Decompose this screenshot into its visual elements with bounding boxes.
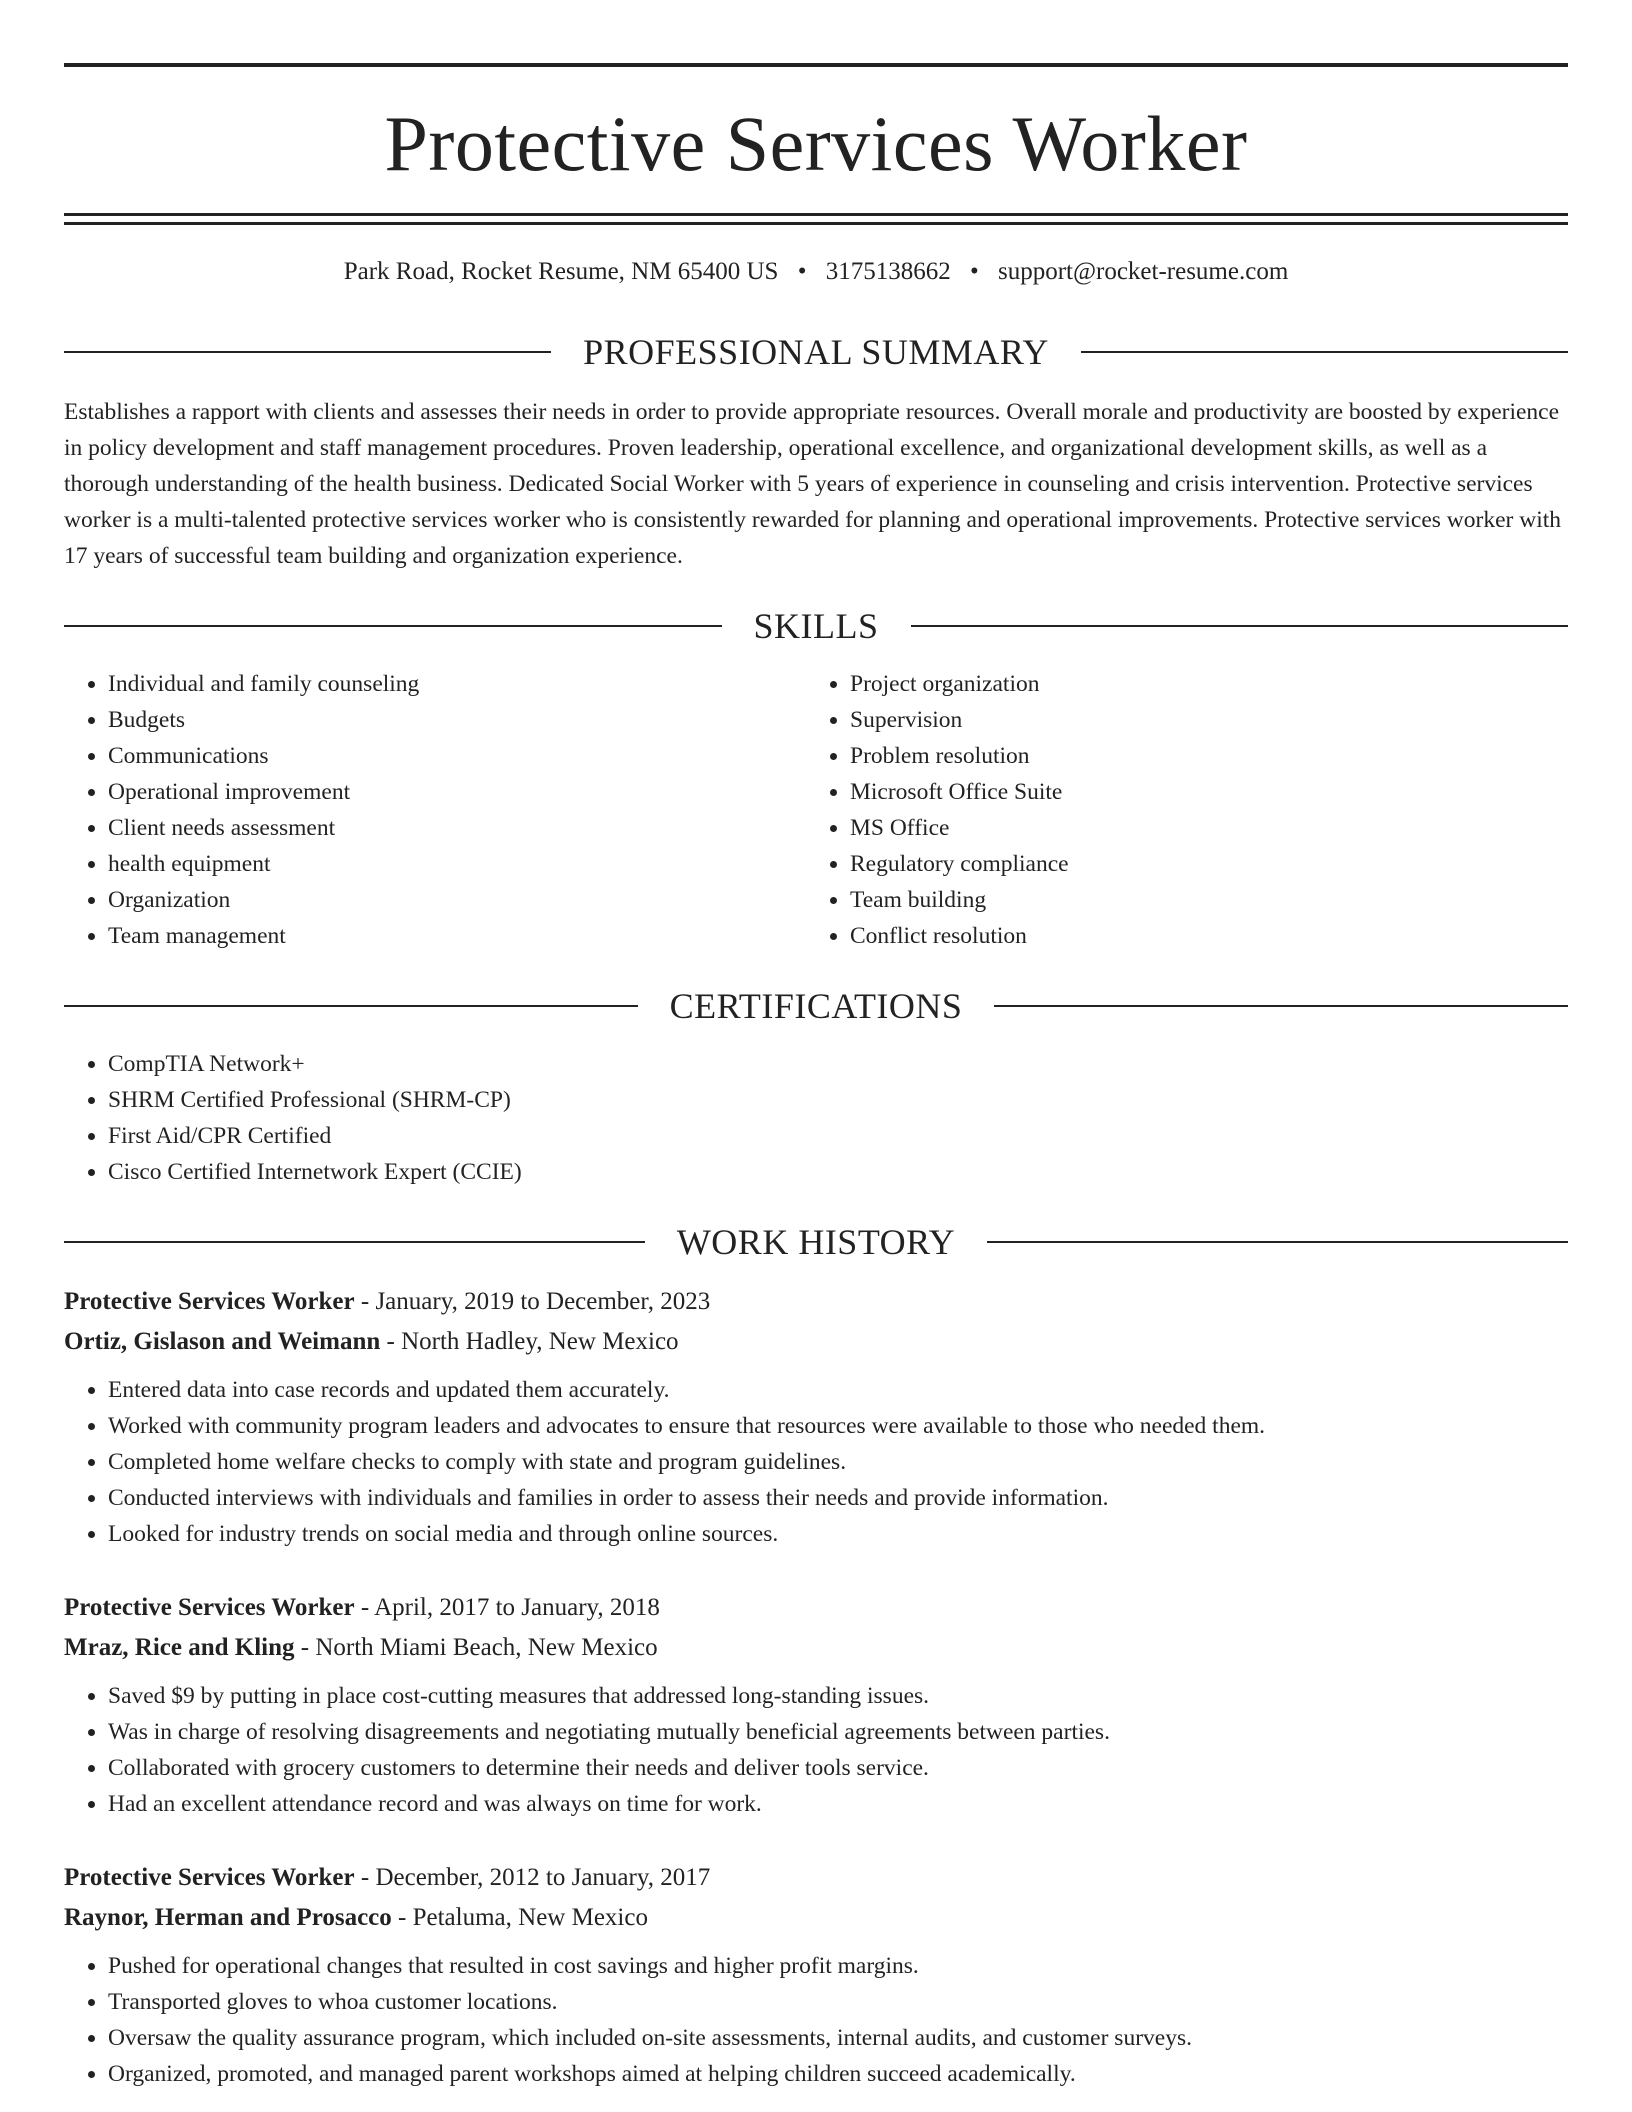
skills-list (64, 666, 1568, 954)
job-duty: • Completed home welfare checks to comply with state and program guidelines. (108, 1444, 1568, 1480)
divider (64, 351, 551, 353)
job-duties (64, 1948, 1568, 2092)
skill-item: • Organization (108, 882, 806, 918)
contact-separator: • (969, 258, 979, 285)
divider (987, 1241, 1568, 1243)
job-dates: - December, 2012 to January, 2017 (354, 1864, 711, 1891)
section-title: WORK HISTORY (676, 1222, 956, 1262)
section-title: CERTIFICATIONS (669, 986, 963, 1026)
job-company: Ortiz, Gislason and Weimann (64, 1328, 381, 1355)
skill-item: • Conflict resolution (850, 918, 1548, 954)
section-header-work-history (64, 1224, 1568, 1260)
certification-item: • CompTIA Network+ (108, 1046, 1568, 1082)
skill-item: • MS Office (850, 810, 1548, 846)
job-company-line (64, 1628, 1568, 1668)
job-title-line (64, 1858, 1568, 1898)
job-duty: • Transported gloves to whoa customer locations. (108, 1984, 1568, 2020)
resume-page (64, 63, 1568, 2092)
job-duty: • Worked with community program leaders and advocates to ensure that resources were available to those who needed them. (108, 1408, 1568, 1444)
job-company: Raynor, Herman and Prosacco (64, 1904, 392, 1931)
job-location: - North Miami Beach, New Mexico (294, 1634, 658, 1661)
job-company-line (64, 1898, 1568, 1938)
job-title-line (64, 1282, 1568, 1322)
certification-item: • First Aid/CPR Certified (108, 1118, 1568, 1154)
job-duty: • Entered data into case records and updated them accurately. (108, 1372, 1568, 1408)
skill-item: • Microsoft Office Suite (850, 774, 1548, 810)
divider (64, 625, 722, 627)
job-entry (64, 1858, 1568, 2092)
job-duty: • Saved $9 by putting in place cost-cutting measures that addressed long-standing issues. (108, 1678, 1568, 1714)
job-duty: • Was in charge of resolving disagreements and negotiating mutually beneficial agreements between parties. (108, 1714, 1568, 1750)
divider (1081, 351, 1568, 353)
section-header-summary (64, 334, 1568, 370)
job-location: - Petaluma, New Mexico (391, 1904, 648, 1931)
skill-item: • Project organization (850, 666, 1548, 702)
job-duties (64, 1678, 1568, 1822)
job-location: - North Hadley, New Mexico (380, 1328, 679, 1355)
job-duty: • Conducted interviews with individuals and families in order to assess their needs and provide information. (108, 1480, 1568, 1516)
job-title: Protective Services Worker (64, 1594, 355, 1621)
skills-column-left (64, 666, 806, 954)
certification-item: • Cisco Certified Internetwork Expert (CCIE) (108, 1154, 1568, 1190)
skill-item: • Individual and family counseling (108, 666, 806, 702)
skill-item: • health equipment (108, 846, 806, 882)
divider (64, 1241, 645, 1243)
skill-item: • Communications (108, 738, 806, 774)
skill-item: • Client needs assessment (108, 810, 806, 846)
header-double-rule (64, 213, 1568, 225)
skill-item: • Team management (108, 918, 806, 954)
divider (64, 1005, 638, 1007)
skill-item: • Operational improvement (108, 774, 806, 810)
section-title: PROFESSIONAL SUMMARY (583, 332, 1049, 372)
job-duty: • Oversaw the quality assurance program, which included on-site assessments, internal audits, and customer surveys. (108, 2020, 1568, 2056)
contact-email: support@rocket-resume.com (997, 258, 1289, 285)
job-duty: • Organized, promoted, and managed parent workshops aimed at helping children succeed academically. (108, 2056, 1568, 2092)
job-entry (64, 1588, 1568, 1822)
job-duty: • Pushed for operational changes that resulted in cost savings and higher profit margins. (108, 1948, 1568, 1984)
skill-item: • Regulatory compliance (850, 846, 1548, 882)
skill-item: • Team building (850, 882, 1548, 918)
job-duty: • Had an excellent attendance record and was always on time for work. (108, 1786, 1568, 1822)
skills-column-right (806, 666, 1548, 954)
skill-item: • Budgets (108, 702, 806, 738)
skill-item: • Supervision (850, 702, 1548, 738)
job-entry (64, 1282, 1568, 1552)
certification-item: • SHRM Certified Professional (SHRM-CP) (108, 1082, 1568, 1118)
job-duty: • Collaborated with grocery customers to determine their needs and deliver tools service. (108, 1750, 1568, 1786)
section-header-skills (64, 608, 1568, 644)
job-dates: - April, 2017 to January, 2018 (354, 1594, 660, 1621)
job-title-line (64, 1588, 1568, 1628)
job-duties (64, 1372, 1568, 1552)
contact-line (64, 259, 1568, 284)
skill-item: • Problem resolution (850, 738, 1548, 774)
divider (911, 625, 1569, 627)
job-title: Protective Services Worker (64, 1288, 355, 1315)
section-title: SKILLS (753, 606, 879, 646)
divider (994, 1005, 1568, 1007)
job-company-line (64, 1322, 1568, 1362)
job-company: Mraz, Rice and Kling (64, 1634, 295, 1661)
section-header-certifications (64, 988, 1568, 1024)
candidate-name: Protective Services Worker (384, 100, 1248, 187)
contact-phone: 3175138662 (825, 258, 951, 285)
top-rule (64, 63, 1568, 67)
contact-address: Park Road, Rocket Resume, NM 65400 US (343, 258, 779, 285)
certifications-list (64, 1046, 1568, 1190)
job-duty: • Looked for industry trends on social media and through online sources. (108, 1516, 1568, 1552)
contact-separator: • (797, 258, 807, 285)
summary-text: Establishes a rapport with clients and assesses their needs in order to provide appropriate resources. Overall morale and productivity are boosted by experience in policy development and staff management procedures. Proven leadership, operational excellence, and organizational development skills, as well as a thorough understanding of the health business. Dedicated Social Worker with 5 years of experience in counseling and crisis intervention. Protective services worker is a multi-talented protective services worker who is consistently rewarded for planning and operational improvements. Protective services worker with 17 years of successful team building and organization experience. (64, 399, 1562, 569)
job-title: Protective Services Worker (64, 1864, 355, 1891)
job-dates: - January, 2019 to December, 2023 (354, 1288, 711, 1315)
